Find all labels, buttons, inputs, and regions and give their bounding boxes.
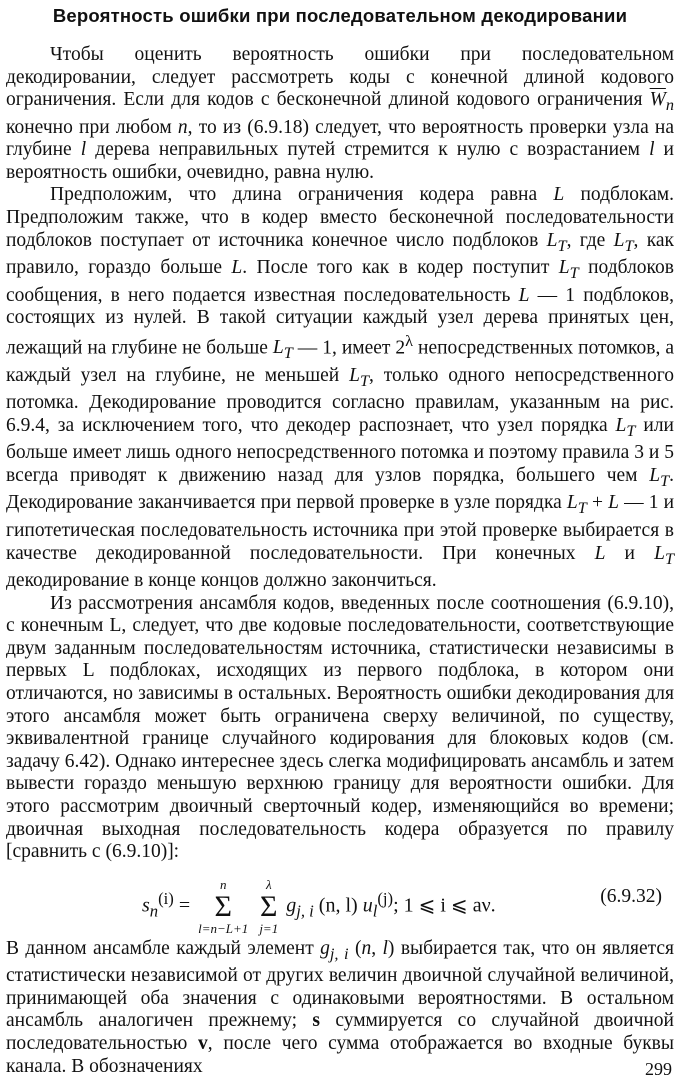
- eq-g-sub: j, i: [296, 901, 314, 921]
- eq-g: g: [286, 894, 297, 917]
- paragraph-3: Из рассмотрения ансамбля кодов, введенных после соотношения (6.9.10), с конечным L, следует, что две кодовые последовательности, соответствующие двум заданным последовательностям источника, статистически независимы в первых L подблоках, исходящих из первого подблока, в котором они отличаются, но зависимы в остальных. Вероятность ошибки декодирования для этого ансамбля может быть ограничена сверху величиной, по существу, эквивалентной границе случайного кодирования для блоковых кодов (см. задачу 6.42). Однако интереснее здесь слегка модифицировать ансамбль и затем вывести гораздо меньшую верхнюю границу для вероятности ошибки. Для этого рассмотрим двоичный сверточный кодер, изменяющийся во времени; двоичная выходная последовательность кодера образуется по правилу [сравнить с (6.9.10)]:: [6, 592, 674, 863]
- equation-number: (6.9.32): [600, 885, 662, 907]
- paragraph-1: Чтобы оценить вероятность ошибки при последовательном декодировании, следует рассмотреть коды с конечной длиной кодового ограничения. Если для кодов с бесконечной длиной кодового ограничения $\overline{W}_n$ конечно при любом n, то из (6.9.18) следует, что вероятность проверки узла на глубине l дерева неправильных путей стремится к нулю с возрастанием l и вероятность ошибки, очевидно, равна нулю.: [6, 44, 674, 183]
- eq-condition: ; 1 ⩽ i ⩽ aν.: [393, 894, 496, 917]
- eq-args: (n, l): [318, 894, 358, 917]
- eq-sign: =: [178, 894, 191, 917]
- sum1-lower: l=n−L+1: [198, 920, 249, 936]
- eq-u: u: [362, 894, 373, 917]
- eq-u-sub: l: [372, 901, 378, 921]
- eq-lhs-sub: n: [149, 901, 159, 921]
- sigma-symbol: Σ: [260, 889, 278, 923]
- paragraph-2: Предположим, что длина ограничения кодера равна L подблокам. Предположим также, что в кодер вместо бесконечной последовательности подблоков поступает от источника конечное число подблоков $L_T$, где $L_T$, как правило, гораздо больше L. После того как в кодер поступит $L_T$ подблоков сообщения, в него подается известная последовательность L — 1 подблоков, состоящих из нулей. В такой ситуации каждый узел дерева принятых цен, лежащий на глубине не больше $L_T$ — 1, имеет $2^\lambda$ непосредственных потомков, а каждый узел на глубине, не меньшей $L_T$, только одного непосредственного потомка. Декодирование проводится согласно правилам, указанным на рис. 6.9.4, за исключением того, что декодер распознает, что узел порядка $L_T$ или больше имеет лишь одного непосредственного потомка и поэтому правила 3 и 5 всегда приводят к движению назад для узлов порядка, большего чем $L_T$. Декодирование заканчивается при первой проверке в узле порядка $L_T + L$ — 1 и гипотетическая последовательность источника при этой проверке выбирается в качестве декодированной последовательности. При конечных L и $L_T$ декодирование в конце концов должно закончиться.: [6, 184, 675, 591]
- section-title: Вероятность ошибки при последовательном декодировании: [52, 5, 628, 26]
- sigma-symbol: Σ: [214, 889, 232, 923]
- sum-over-j: [259, 878, 278, 936]
- eq-u-sup: (j): [377, 888, 394, 908]
- page-number: 299: [645, 1059, 672, 1079]
- sum2-upper: λ: [265, 876, 272, 892]
- equation-expression: [142, 878, 496, 936]
- equation-6-9-32: [6, 872, 674, 938]
- eq-lhs-sup: (i): [158, 888, 174, 908]
- eq-lhs: s: [142, 894, 150, 917]
- paragraph-4: В данном ансамбле каждый элемент $g_{j, i}$ (n, l) выбирается так, что он является статистически независимой от других величин двоичной случайной величиной, принимающей оба значения с одинаковыми вероятностями. В остальном ансамбль аналогичен прежнему; s суммируется со случайной двоичной последовательностью v, после чего сумма отображается во входные буквы канала. В обозначениях: [6, 937, 674, 1077]
- sum1-upper: n: [219, 876, 227, 892]
- sum-over-l: [198, 878, 248, 936]
- sum2-lower: j=1: [259, 920, 279, 936]
